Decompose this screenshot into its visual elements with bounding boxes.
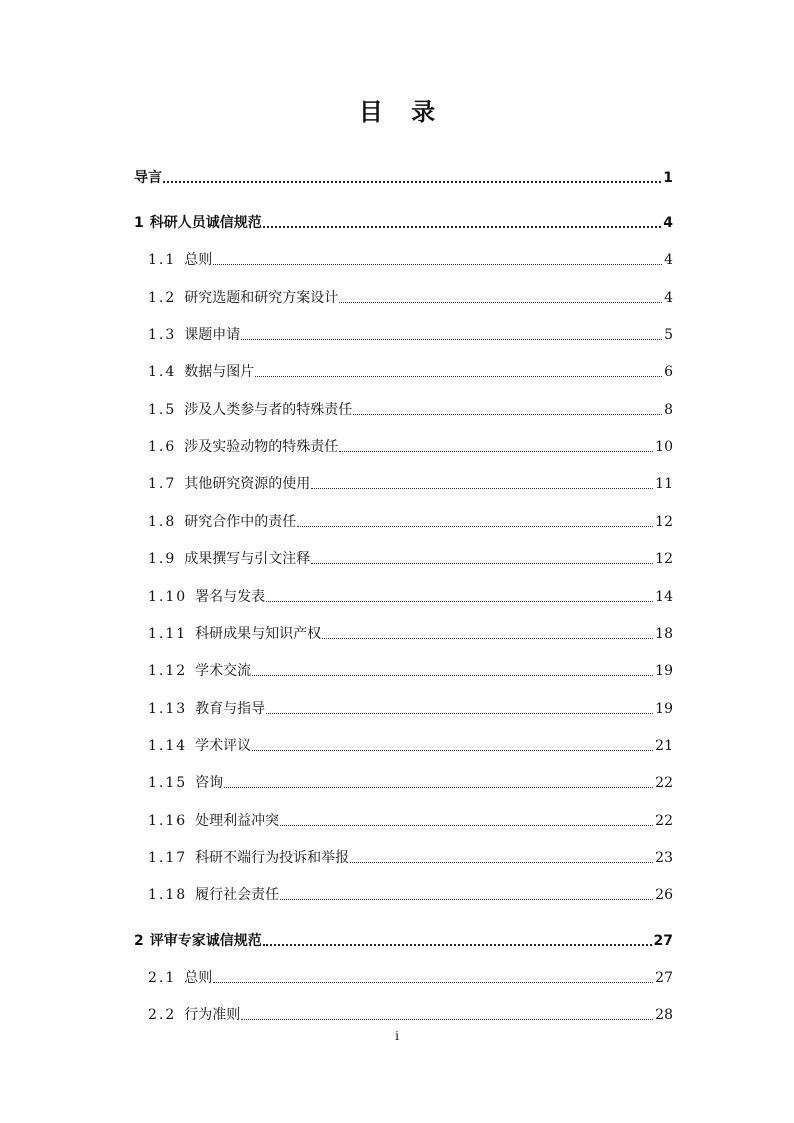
toc-entry-title: 履行社会责任 xyxy=(195,887,280,903)
toc-entry-number: 1.10 xyxy=(148,589,188,605)
toc-entry-title: 总则 xyxy=(184,970,213,986)
toc-entry-number: 1.14 xyxy=(148,738,188,754)
toc-entry-title: 总则 xyxy=(184,252,213,268)
toc-page-number: 10 xyxy=(655,439,673,455)
toc-entry-title: 署名与发表 xyxy=(195,589,266,605)
toc-section-entry[interactable] xyxy=(148,1000,673,1024)
toc-page-number: 18 xyxy=(655,626,673,642)
toc-dot-leader xyxy=(353,414,662,415)
toc-entry-number: 2 xyxy=(134,933,144,949)
toc-entry-title: 处理利益冲突 xyxy=(195,813,280,829)
toc-entry-title: 咨询 xyxy=(195,775,224,791)
toc-dot-leader xyxy=(339,451,653,452)
toc-entry-title: 研究选题和研究方案设计 xyxy=(184,290,339,306)
toc-page-number: 27 xyxy=(655,970,673,986)
toc-entry-number: 1.9 xyxy=(148,551,177,567)
toc-section-entry[interactable] xyxy=(148,843,673,867)
toc-entry-title: 教育与指导 xyxy=(195,701,266,717)
toc-entry-number: 1.5 xyxy=(148,402,177,418)
toc-section-entry[interactable] xyxy=(148,357,673,381)
toc-entry-number: 2.1 xyxy=(148,970,177,986)
toc-dot-leader xyxy=(213,982,653,983)
toc-entry-number: 1.16 xyxy=(148,813,188,829)
toc-page-number: 5 xyxy=(664,327,673,343)
toc-entry-number: 1.6 xyxy=(148,439,177,455)
toc-dot-leader xyxy=(213,264,662,265)
toc-entry-title: 学术评议 xyxy=(195,738,252,754)
toc-entry-title: 研究合作中的责任 xyxy=(184,514,297,530)
toc-entry-title: 数据与图片 xyxy=(184,364,255,380)
toc-dot-leader xyxy=(263,944,652,946)
toc-entry-number: 1.8 xyxy=(148,514,177,530)
toc-section-entry[interactable] xyxy=(148,544,673,568)
toc-page-number: 4 xyxy=(664,290,673,306)
toc-entry-number: 1.3 xyxy=(148,327,177,343)
toc-entry-number: 1.4 xyxy=(148,364,177,380)
toc-page-number: 22 xyxy=(655,775,673,791)
toc-section-entry[interactable] xyxy=(148,963,673,987)
toc-page-number: 6 xyxy=(664,364,673,380)
toc-entry-title: 科研不端行为投诉和举报 xyxy=(195,850,350,866)
toc-page-number: 14 xyxy=(655,589,673,605)
toc-entry-title: 其他研究资源的使用 xyxy=(184,476,311,492)
toc-section-entry[interactable] xyxy=(148,768,673,792)
toc-dot-leader xyxy=(350,862,653,863)
toc-page-number: 19 xyxy=(655,701,673,717)
toc-title: 目 录 xyxy=(358,98,446,126)
toc-chapter-entry[interactable] xyxy=(134,163,673,187)
toc-section-entry[interactable] xyxy=(148,880,673,904)
toc-entry-number: 1 xyxy=(134,215,144,231)
toc-entry-title: 学术交流 xyxy=(195,663,252,679)
toc-entry-title: 评审专家诚信规范 xyxy=(149,933,262,949)
toc-page-number: 21 xyxy=(655,738,673,754)
toc-entry-title: 成果撰写与引文注释 xyxy=(184,551,311,567)
toc-page-number: 8 xyxy=(664,402,673,418)
toc-entry-number: 1.2 xyxy=(148,290,177,306)
toc-dot-leader xyxy=(280,899,653,900)
toc-entry-number: 1.13 xyxy=(148,701,188,717)
toc-dot-leader xyxy=(255,376,662,377)
toc-entry-title: 课题申请 xyxy=(184,327,241,343)
toc-chapter-entry[interactable] xyxy=(134,208,673,232)
toc-entry-number: 1.17 xyxy=(148,850,188,866)
toc-dot-leader xyxy=(266,713,653,714)
toc-dot-leader xyxy=(266,601,653,602)
toc-entry-number: 1.15 xyxy=(148,775,188,791)
toc-entry-number: 1.1 xyxy=(148,252,177,268)
toc-section-entry[interactable] xyxy=(148,469,673,493)
toc-entry-title: 科研人员诚信规范 xyxy=(149,215,262,231)
toc-page-number: 22 xyxy=(655,813,673,829)
toc-page-number: 4 xyxy=(664,252,673,268)
toc-dot-leader xyxy=(322,638,653,639)
toc-page-number: 12 xyxy=(655,551,673,567)
toc-chapter-entry[interactable] xyxy=(134,926,673,950)
toc-page-number: 12 xyxy=(655,514,673,530)
toc-entry-title: 涉及人类参与者的特殊责任 xyxy=(184,402,353,418)
toc-entry-number: 2.2 xyxy=(148,1007,177,1023)
toc-dot-leader xyxy=(252,750,653,751)
toc-section-entry[interactable] xyxy=(148,694,673,718)
toc-section-entry[interactable] xyxy=(148,432,673,456)
toc-entry-title: 涉及实验动物的特殊责任 xyxy=(184,439,339,455)
toc-entry-title: 导言 xyxy=(134,170,162,186)
toc-dot-leader xyxy=(241,339,662,340)
toc-section-entry[interactable] xyxy=(148,582,673,606)
toc-dot-leader xyxy=(339,302,662,303)
toc-page-number: 23 xyxy=(655,850,673,866)
toc-dot-leader xyxy=(297,526,653,527)
toc-section-entry[interactable] xyxy=(148,395,673,419)
toc-section-entry[interactable] xyxy=(148,619,673,643)
toc-page-number: 26 xyxy=(655,887,673,903)
page-number-footer: i xyxy=(395,1029,399,1043)
toc-dot-leader xyxy=(311,563,653,564)
toc-entry-title: 行为准则 xyxy=(184,1007,241,1023)
toc-section-entry[interactable] xyxy=(148,507,673,531)
toc-page-number: 4 xyxy=(663,215,673,231)
toc-section-entry[interactable] xyxy=(148,731,673,755)
toc-section-entry[interactable] xyxy=(148,283,673,307)
toc-dot-leader xyxy=(311,488,653,489)
toc-dot-leader xyxy=(241,1019,653,1020)
toc-section-entry[interactable] xyxy=(148,656,673,680)
toc-section-entry[interactable] xyxy=(148,320,673,344)
toc-dot-leader xyxy=(163,181,661,183)
toc-dot-leader xyxy=(252,675,653,676)
toc-dot-leader xyxy=(280,825,653,826)
toc-entry-number: 1.7 xyxy=(148,476,177,492)
toc-page-number: 28 xyxy=(655,1007,673,1023)
toc-page-number: 19 xyxy=(655,663,673,679)
toc-section-entry[interactable] xyxy=(148,245,673,269)
toc-page-number: 27 xyxy=(653,933,673,949)
toc-entry-number: 1.12 xyxy=(148,663,188,679)
toc-dot-leader xyxy=(224,787,653,788)
toc-entry-title: 科研成果与知识产权 xyxy=(195,626,322,642)
toc-dot-leader xyxy=(263,226,662,228)
toc-section-entry[interactable] xyxy=(148,806,673,830)
toc-page-number: 11 xyxy=(655,476,673,492)
toc-page-number: 1 xyxy=(663,170,673,186)
toc-entry-number: 1.11 xyxy=(148,626,188,642)
toc-entry-number: 1.18 xyxy=(148,887,188,903)
